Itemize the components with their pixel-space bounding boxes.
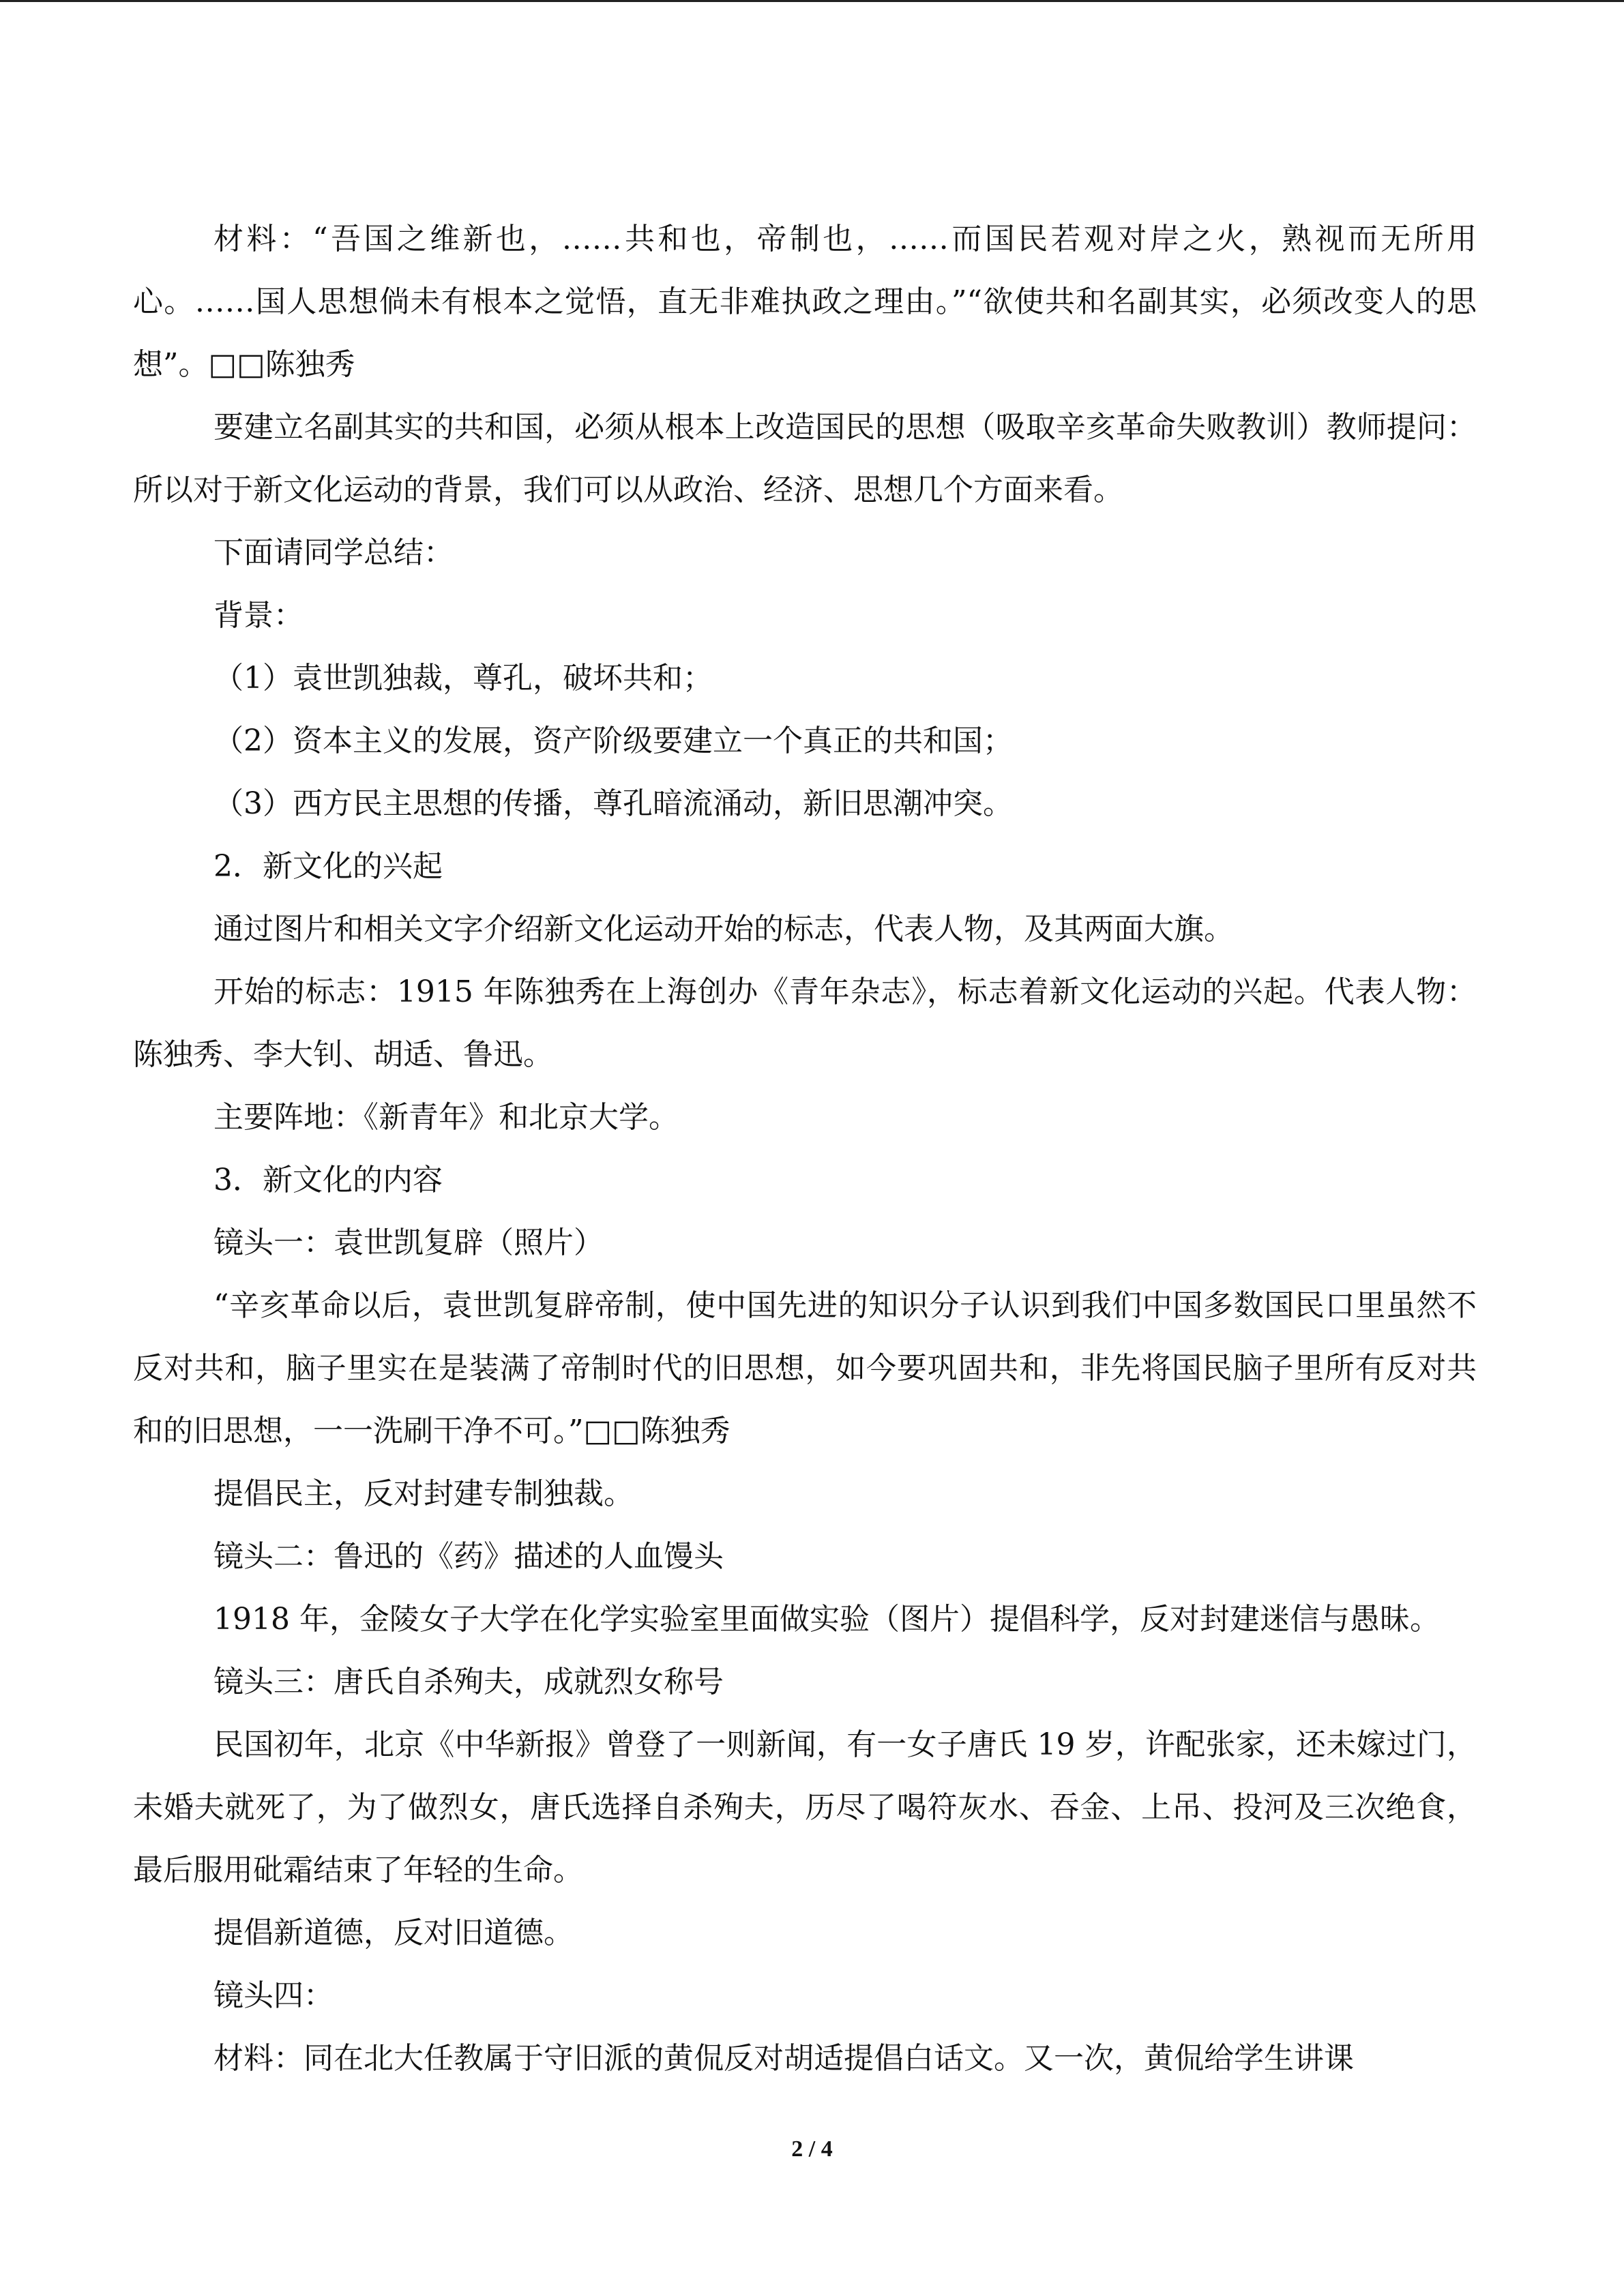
top-border-line <box>0 0 1624 2</box>
section-heading-rise: 2．新文化的兴起 <box>213 849 443 884</box>
paragraph-background-3: （3）西方民主思想的传播，尊孔暗流涌动，新旧思潮冲突。 <box>213 786 1013 821</box>
paragraph-republic-thought: 要建立名副其实的共和国，必须从根本上改造国民的思想（吸取辛亥革命失败教训）教师提问：所以对于新文化运动的背景，我们可以从政治、经济、思想几个方面来看。 <box>133 410 1477 507</box>
paragraph-new-morality: 提倡新道德，反对旧道德。 <box>213 1915 574 1950</box>
document-body <box>133 208 1477 2090</box>
paragraph-scene-4-material: 材料：同在北大任教属于守旧派的黄侃反对胡适提倡白话文。又一次，黄侃给学生讲课 <box>213 2041 1354 2076</box>
paragraph-main-base: 主要阵地：《新青年》和北京大学。 <box>213 1100 679 1135</box>
paragraph-scene-4: 镜头四： <box>213 1978 334 2013</box>
paragraph-scene-2: 镜头二：鲁迅的《药》描述的人血馒头 <box>213 1539 724 1574</box>
page-number: 2 / 4 <box>791 2136 833 2162</box>
paragraph-background-heading: 背景： <box>213 598 304 633</box>
paragraph-material-quote: 材料：“吾国之维新也，……共和也，帝制也，……而国民若观对岸之火，熟视而无所用心。……国人思想倘未有根本之觉悟，直无非难执政之理由。”“欲使共和名副其实，必须改变人的思想”。□□陈独秀 <box>133 222 1477 382</box>
section-heading-content: 3．新文化的内容 <box>213 1163 443 1197</box>
paragraph-start-marker: 开始的标志：1915 年陈独秀在上海创办《青年杂志》，标志着新文化运动的兴起。代表人物：陈独秀、李大钊、胡适、鲁迅。 <box>133 974 1477 1072</box>
paragraph-democracy: 提倡民主，反对封建专制独裁。 <box>213 1476 634 1511</box>
paragraph-scene-3-story: 民国初年，北京《中华新报》曾登了一则新闻，有一女子唐氏 19 岁，许配张家，还未嫁过门，未婚夫就死了，为了做烈女，唐氏选择自杀殉夫，历尽了喝符灰水、吞金、上吊、投河及三次绝食，最后服用砒霜结束了年轻的生命。 <box>133 1727 1477 1888</box>
paragraph-rise-intro: 通过图片和相关文字介绍新文化运动开始的标志，代表人物，及其两面大旗。 <box>213 912 1234 946</box>
paragraph-scene-1-quote: “辛亥革命以后，袁世凯复辟帝制，使中国先进的知识分子认识到我们中国多数国民口里虽然不反对共和，脑子里实在是装满了帝制时代的旧思想，如今要巩固共和，非先将国民脑子里所有反对共和的旧思想，一一洗刷干净不可。”□□陈独秀 <box>133 1288 1477 1448</box>
paragraph-background-2: （2）资本主义的发展，资产阶级要建立一个真正的共和国； <box>213 724 1013 758</box>
paragraph-summary-prompt: 下面请同学总结： <box>213 535 454 570</box>
paragraph-science: 1918 年，金陵女子大学在化学实验室里面做实验（图片）提倡科学，反对封建迷信与愚昧。 <box>213 1602 1440 1637</box>
paragraph-background-1: （1）袁世凯独裁，尊孔，破坏共和； <box>213 661 713 696</box>
paragraph-scene-1: 镜头一：袁世凯复辟（照片） <box>213 1225 604 1260</box>
paragraph-scene-3: 镜头三：唐氏自杀殉夫，成就烈女称号 <box>213 1665 724 1699</box>
